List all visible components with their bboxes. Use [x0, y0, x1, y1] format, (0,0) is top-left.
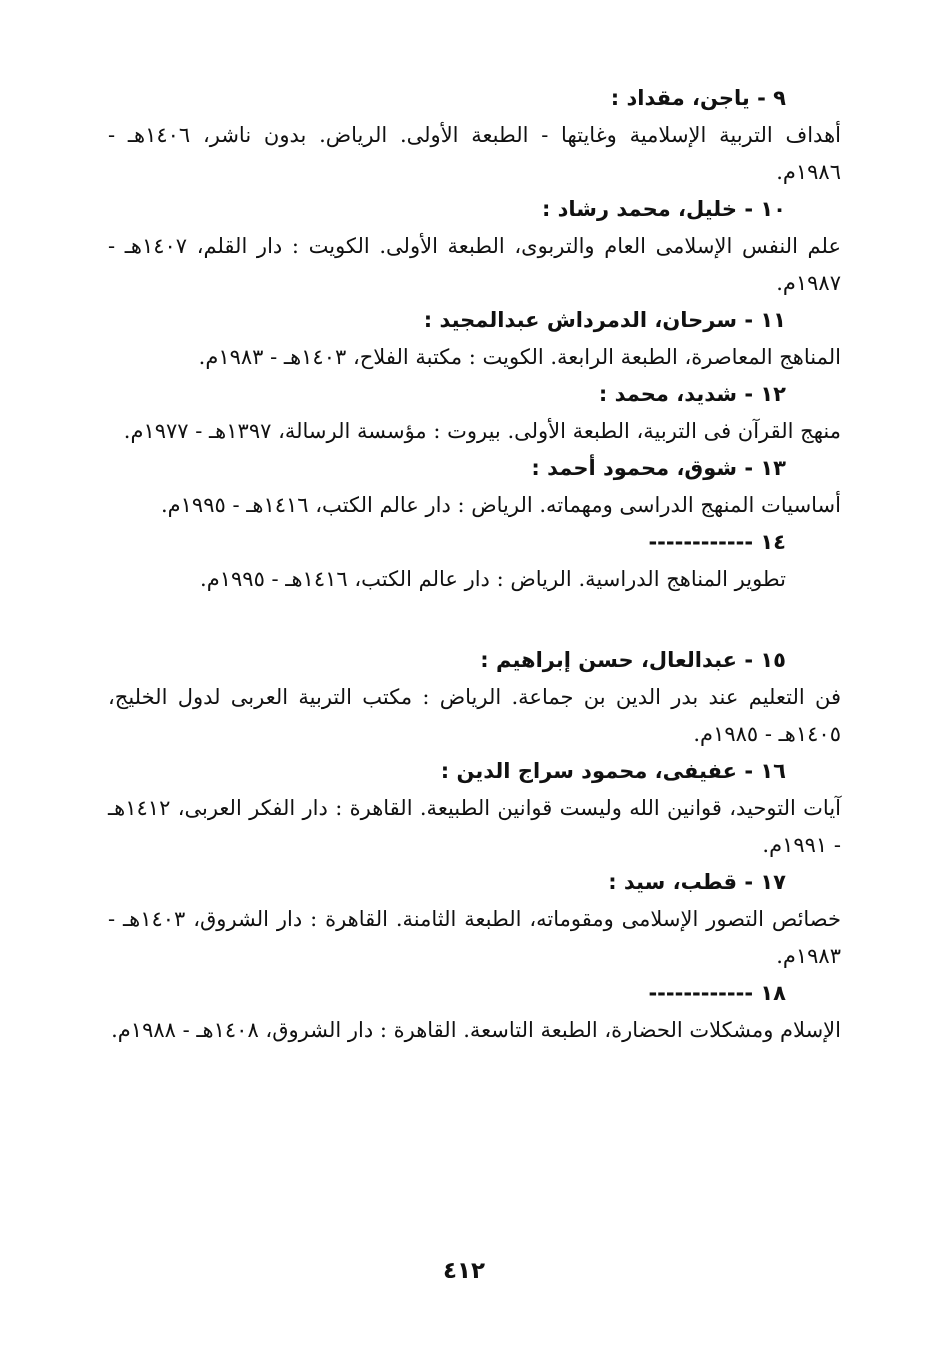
bibliography-entry-12 — [108, 376, 841, 450]
entry-title: آيات التوحيد، قوانين الله وليست قوانين الطبيعة. القاهرة : دار الفكر العربى، ١٤١٢هـ - ١٩٩١م. — [108, 796, 841, 857]
entry-title: فن التعليم عند بدر الدين بن جماعة. الرياض : مكتب التربية العربى لدول الخليج، ١٤٠٥هـ - ١٩٨٥م. — [108, 685, 841, 746]
bibliography-entry-18 — [108, 975, 841, 1049]
entry-spacer — [108, 598, 786, 642]
bibliography-entry-10 — [108, 191, 841, 302]
entry-author: ١٠ - خليل، محمد رشاد : — [541, 197, 786, 221]
bibliography-entry-14 — [108, 524, 786, 598]
bibliography-entry-16 — [108, 753, 841, 864]
bibliography-entry-11 — [108, 302, 841, 376]
page-number: ٤١٢ — [442, 1258, 486, 1284]
entry-title: خصائص التصور الإسلامى ومقوماته، الطبعة الثامنة. القاهرة : دار الشروق، ١٤٠٣هـ - ١٩٨٣م. — [108, 907, 841, 968]
entry-title: تطوير المناهج الدراسية. الرياض : دار عالم الكتب، ١٤١٦هـ - ١٩٩٥م. — [200, 567, 786, 591]
bibliography-entry-17 — [108, 864, 841, 975]
bibliography-entry-9 — [108, 80, 841, 191]
entry-title: الإسلام ومشكلات الحضارة، الطبعة التاسعة. القاهرة : دار الشروق، ١٤٠٨هـ - ١٩٨٨م. — [111, 1018, 841, 1042]
entry-title: علم النفس الإسلامى العام والتربوى، الطبعة الأولى. الكويت : دار القلم، ١٤٠٧هـ - ١٩٨٧م. — [108, 234, 841, 295]
entry-author: ١٣ - شوق، محمود أحمد : — [531, 456, 786, 480]
entry-author-repeat-dash: ١٤ ------------ — [648, 530, 786, 554]
bibliography-entry-13 — [108, 450, 841, 524]
bibliography-entry-15 — [108, 642, 841, 753]
bibliography-list — [108, 80, 841, 1049]
entry-author: ١٦ - عفيفى، محمود سراج الدين : — [440, 759, 786, 783]
entry-author: ١١ - سرحان، الدمرداش عبدالمجيد : — [423, 308, 786, 332]
entry-title: منهج القرآن فى التربية، الطبعة الأولى. بيروت : مؤسسة الرسالة، ١٣٩٧هـ - ١٩٧٧م. — [123, 419, 841, 443]
entry-author-repeat-dash: ١٨ ------------ — [648, 981, 786, 1005]
entry-author: ٩ - ياجن، مقداد : — [610, 86, 786, 110]
entry-title: أهداف التربية الإسلامية وغايتها - الطبعة الأولى. الرياض. بدون ناشر، ١٤٠٦هـ - ١٩٨٦م. — [108, 123, 841, 184]
entry-author: ١٢ - شديد، محمد : — [598, 382, 786, 406]
entry-author: ١٥ - عبدالعال، حسن إبراهيم : — [480, 648, 786, 672]
entry-title: المناهج المعاصرة، الطبعة الرابعة. الكويت : مكتبة الفلاح، ١٤٠٣هـ - ١٩٨٣م. — [198, 345, 841, 369]
entry-title: أساسيات المنهج الدراسى ومهماته. الرياض : دار عالم الكتب، ١٤١٦هـ - ١٩٩٥م. — [160, 493, 841, 517]
entry-author: ١٧ - قطب، سيد : — [608, 870, 786, 894]
